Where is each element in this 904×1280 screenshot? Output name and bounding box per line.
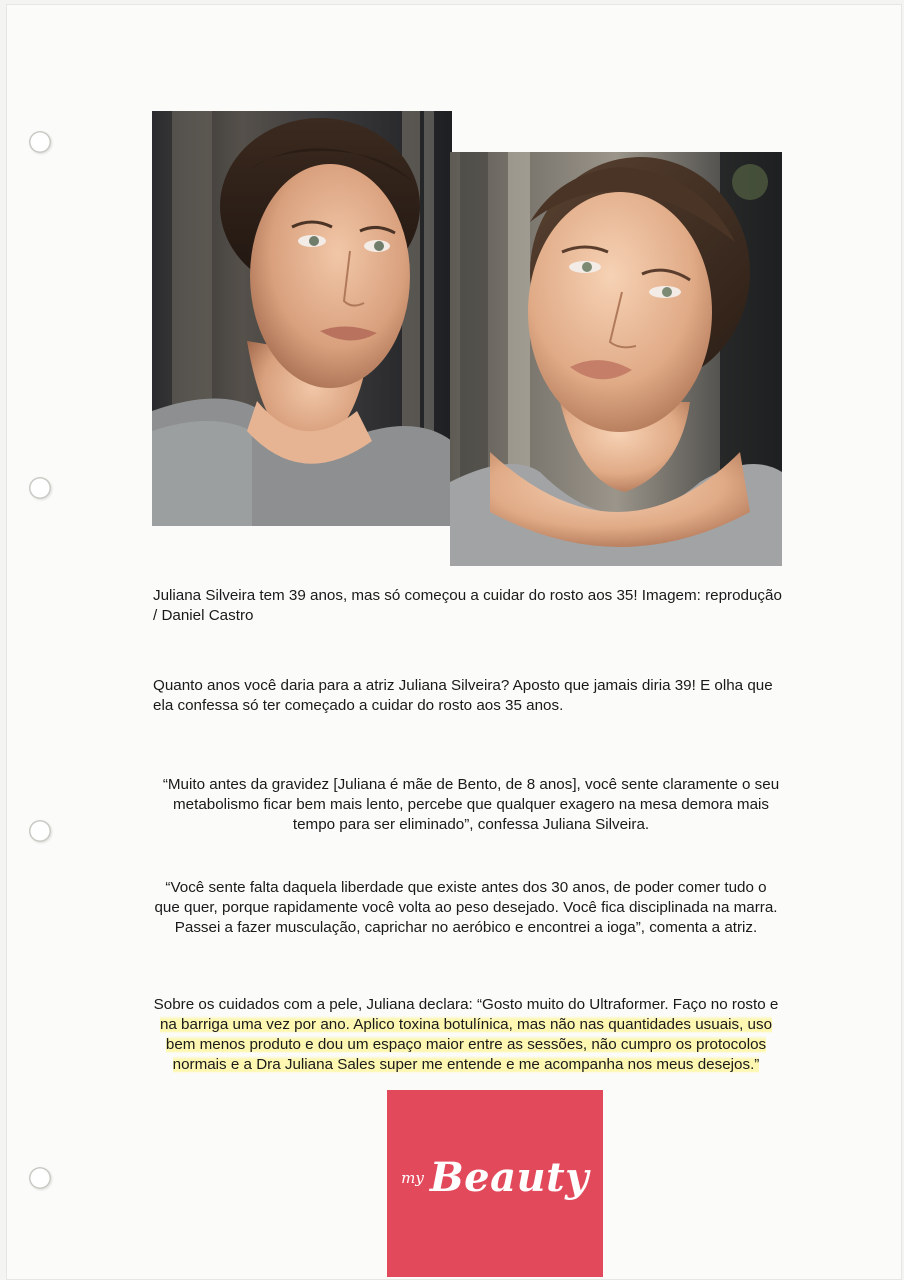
quote-line: metabolismo ficar bem mais lento, percebe que qualquer exagero na mesa demora mais	[173, 796, 769, 813]
binder-hole	[29, 477, 51, 499]
highlighted-line	[116, 1015, 816, 1035]
quote-line: tempo para ser eliminado”, confessa Juliana Silveira.	[292, 816, 650, 833]
quote-line-highlighted: bem menos produto e dou um espaço maior entre as sessões, não cumpro os protocolos	[165, 1036, 767, 1053]
logo-big-text: Beauty	[429, 1154, 589, 1201]
intro-line: ela confessa só ter começado a cuidar do rosto aos 35 anos.	[153, 697, 564, 714]
photo-caption	[153, 586, 793, 626]
portrait-photo-right	[450, 152, 782, 566]
portrait-photo-left	[152, 111, 452, 526]
quote-paragraph-3	[116, 995, 816, 1075]
quote-line-highlighted: na barriga uma vez por ano. Aplico toxina botulínica, mas não nas quantidades usuais, uso	[159, 1016, 773, 1033]
quote-line: “Você sente falta daquela liberdade que existe antes dos 30 anos, de poder comer tudo o	[165, 879, 767, 896]
photo-caption-line: / Daniel Castro	[153, 607, 254, 624]
quote-line: que quer, porque rapidamente você volta ao peso desejado. Você fica disciplinada na marra.	[154, 899, 778, 916]
binder-hole	[29, 1167, 51, 1189]
highlighted-line	[116, 1055, 816, 1075]
binder-hole	[29, 131, 51, 153]
logo-small-text: my	[401, 1168, 424, 1187]
my-beauty-logo	[387, 1090, 603, 1277]
quote-paragraph-2	[116, 878, 816, 938]
highlighted-line	[116, 1035, 816, 1055]
scanned-page	[6, 4, 902, 1280]
intro-paragraph	[153, 676, 793, 716]
quote-line: “Muito antes da gravidez [Juliana é mãe de Bento, de 8 anos], você sente claramente o seu	[162, 776, 780, 793]
binder-hole	[29, 820, 51, 842]
quote-line-highlighted: normais e a Dra Juliana Sales super me entende e me acompanha nos meus desejos.”	[172, 1056, 760, 1073]
quote-line: Passei a fazer musculação, caprichar no aeróbico e encontrei a ioga”, comenta a atriz.	[174, 919, 758, 936]
quote-line: Sobre os cuidados com a pele, Juliana declara: “Gosto muito do Ultraformer. Faço no rosto e	[153, 996, 779, 1013]
quote-paragraph-1	[126, 775, 816, 835]
intro-line: Quanto anos você daria para a atriz Juliana Silveira? Aposto que jamais diria 39! E olha que	[153, 677, 773, 694]
logo-wordmark	[387, 1154, 603, 1201]
photo-caption-line: Juliana Silveira tem 39 anos, mas só começou a cuidar do rosto aos 35! Imagem: reprodução	[153, 587, 782, 604]
